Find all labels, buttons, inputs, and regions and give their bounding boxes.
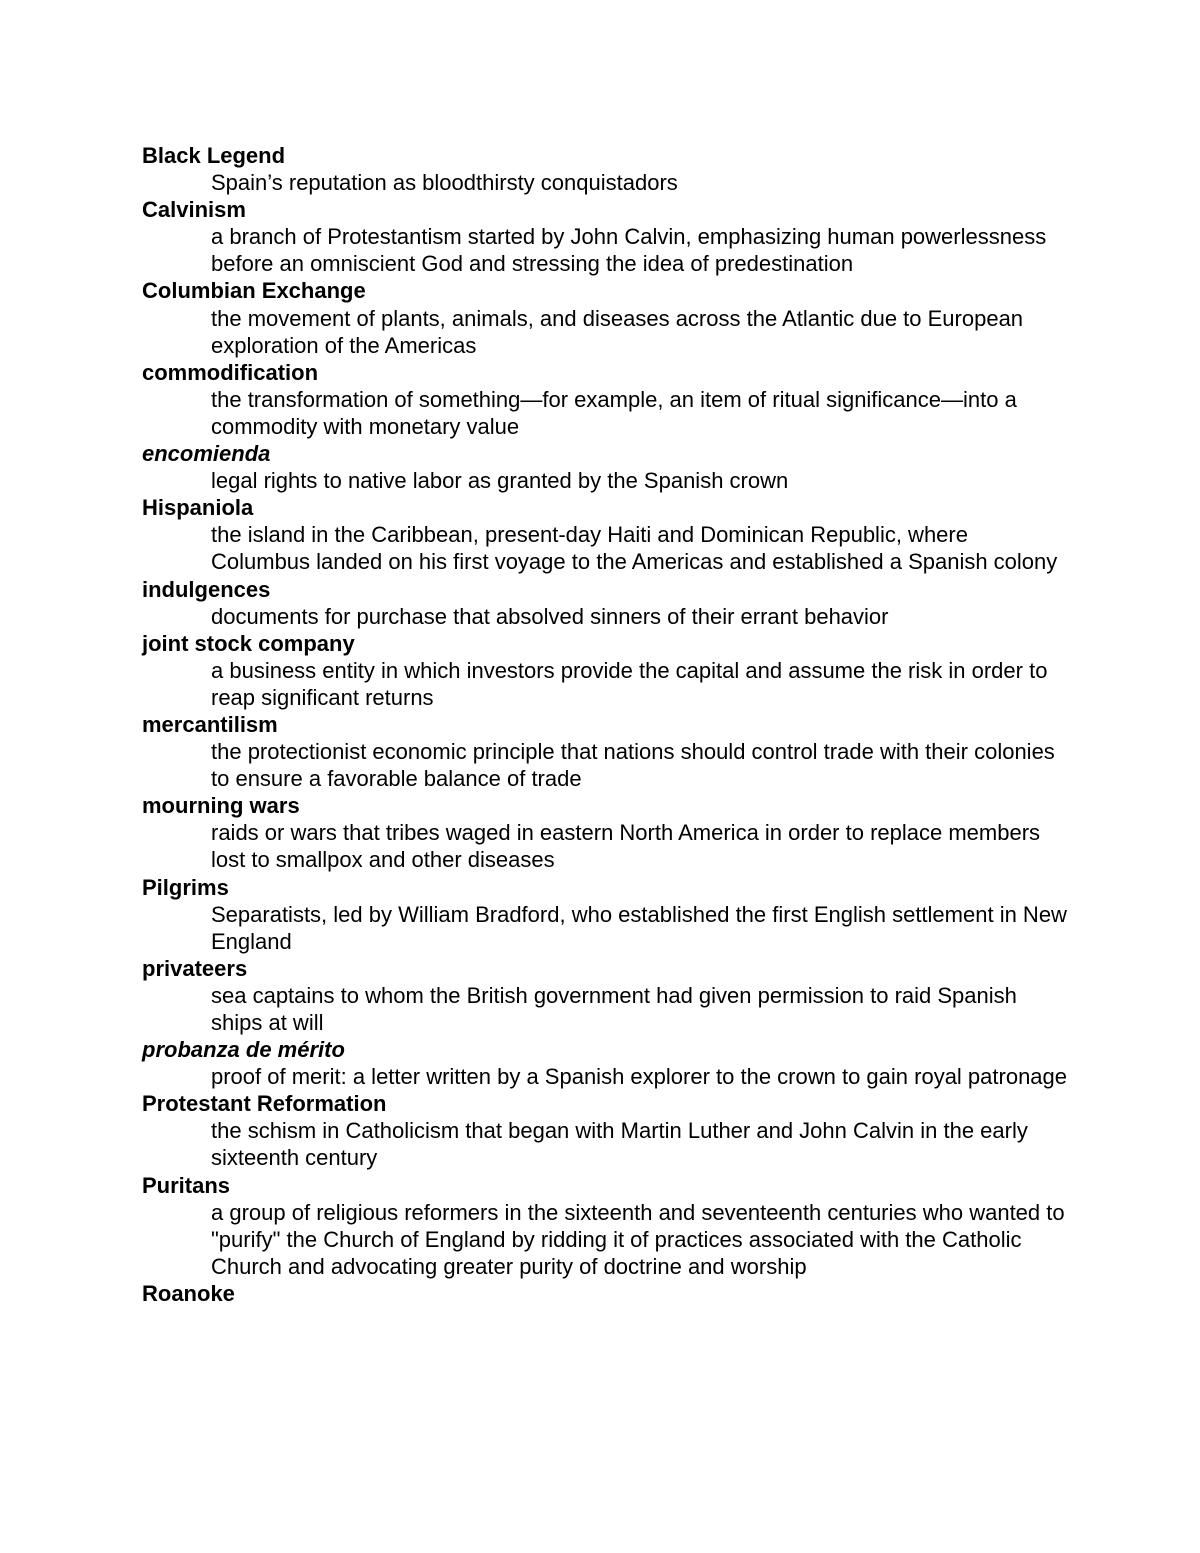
glossary-entry [142, 792, 1072, 873]
glossary-term: Calvinism [142, 197, 246, 223]
glossary-definition: legal rights to native labor as granted by the Spanish crown [211, 468, 789, 494]
glossary-definition: Separatists, led by William Bradford, who established the first English settlement in New England [211, 901, 1067, 954]
glossary-term: probanza de mérito [142, 1037, 345, 1063]
glossary-entry [142, 494, 1072, 575]
glossary-definition: proof of merit: a letter written by a Spanish explorer to the crown to gain royal patronage [211, 1064, 1068, 1090]
glossary-definition: the transformation of something—for example, an item of ritual significance—into a commodity with monetary value [211, 386, 1017, 439]
glossary-entry [142, 277, 1072, 358]
glossary-definition: the protectionist economic principle that nations should control trade with their colonies to ensure a favorable balance of trade [211, 739, 1055, 792]
glossary-entry [142, 142, 1072, 196]
glossary-entry [142, 1036, 1072, 1090]
glossary-term: commodification [142, 359, 319, 385]
glossary-definition: a branch of Protestantism started by John Calvin, emphasizing human powerlessness before an omniscient God and stressing the idea of predestination [211, 224, 1047, 277]
glossary-term: Protestant Reformation [142, 1091, 387, 1117]
glossary-entry [142, 196, 1072, 277]
glossary-definition: a group of religious reformers in the sixteenth and seventeenth centuries who wanted to "purify" the Church of England by ridding it of practices associated with the Catholic Church and advocating greater purity of doctrine and worship [211, 1199, 1065, 1279]
glossary-definition: sea captains to whom the British government had given permission to raid Spanish ships at will [211, 982, 1017, 1035]
glossary-entry [142, 955, 1072, 1036]
glossary-entry [142, 874, 1072, 955]
glossary-term: Black Legend [142, 143, 286, 168]
glossary-definition: the island in the Caribbean, present-day Haiti and Dominican Republic, where Columbus landed on his first voyage to the Americas and established a Spanish colony [211, 522, 1058, 575]
glossary-entry [142, 711, 1072, 792]
glossary-term: mercantilism [142, 711, 278, 737]
glossary-term: Roanoke [142, 1280, 235, 1306]
glossary-entry [142, 440, 1072, 494]
glossary-entry [142, 1172, 1072, 1280]
glossary-definition: documents for purchase that absolved sinners of their errant behavior [211, 603, 889, 629]
glossary-definition: raids or wars that tribes waged in eastern North America in order to replace members lost to smallpox and other diseases [211, 820, 1041, 873]
glossary-definition: the schism in Catholicism that began with Martin Luther and John Calvin in the early sixteenth century [211, 1118, 1028, 1171]
glossary-term: privateers [142, 955, 248, 981]
glossary-entry [142, 1280, 1072, 1307]
glossary-entry [142, 630, 1072, 711]
glossary-entry [142, 576, 1072, 630]
glossary-term: mourning wars [142, 793, 300, 819]
glossary-term: joint stock company [142, 630, 355, 656]
glossary-list [142, 142, 1072, 1307]
glossary-term: Columbian Exchange [142, 278, 366, 304]
glossary-definition: a business entity in which investors provide the capital and assume the risk in order to reap significant returns [211, 657, 1048, 710]
glossary-definition: Spain’s reputation as bloodthirsty conquistadors [211, 170, 678, 196]
glossary-definition: the movement of plants, animals, and diseases across the Atlantic due to European exploration of the Americas [211, 305, 1024, 358]
glossary-term: Puritans [142, 1172, 231, 1198]
glossary-term: Pilgrims [142, 874, 229, 900]
glossary-term: indulgences [142, 576, 271, 602]
glossary-entry [142, 359, 1072, 440]
glossary-term: Hispaniola [142, 495, 254, 521]
glossary-term: encomienda [142, 441, 271, 467]
glossary-entry [142, 1090, 1072, 1171]
